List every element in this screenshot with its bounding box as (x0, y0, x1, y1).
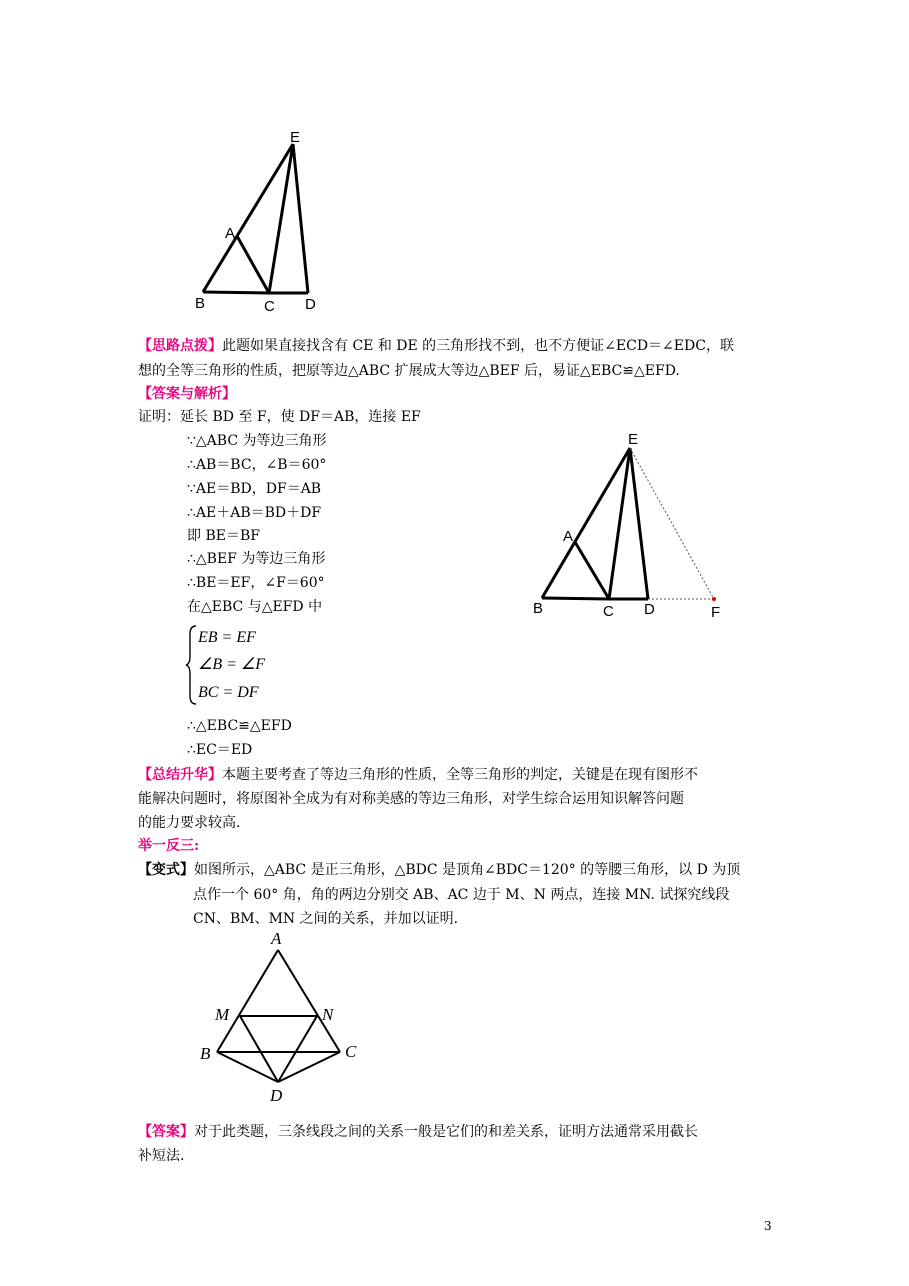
system-eq-2: ∠B = ∠F (198, 656, 266, 673)
answer-tag: 【答案与解析】 (138, 386, 236, 402)
label-n: N (322, 1005, 334, 1024)
practice-heading: 举一反三: (138, 838, 200, 854)
analysis-line-1: 【思路点拨】此题如果直接找含有 CE 和 DE 的三角形找不到，也不方便证∠ECD＝∠EDC，联 (138, 338, 734, 354)
summary-line-2: 能解决问题时，将原图补全成为有对称美感的等边三角形，对学生综合运用知识解答问题 (138, 791, 684, 807)
label-a: A (225, 225, 236, 242)
label-e: E (628, 431, 639, 448)
summary-tag: 【总结升华】 (138, 767, 222, 783)
variant-tag: 【变式】 (138, 862, 194, 878)
variant-line-2: 点作一个 60° 角，角的两边分别交 AB、AC 边于 M、N 两点，连接 MN. 试探究线段 (193, 887, 730, 903)
label-a: A (271, 929, 282, 948)
label-m: M (215, 1005, 230, 1024)
summary-line-3: 的能力要求较高. (138, 815, 241, 831)
system-eq-1: EB = EF (198, 629, 256, 646)
label-b: B (200, 1044, 211, 1063)
figure-triangle-3 (195, 928, 365, 1108)
label-c: C (345, 1042, 357, 1061)
variant-line-1: 【变式】如图所示，△ABC 是正三角形，△BDC 是顶角∠BDC＝120° 的等腰三角形，以 D 为顶 (138, 862, 741, 878)
proof-step: ∵△ABC 为等边三角形 (187, 433, 327, 449)
proof-step: ∴△BEF 为等边三角形 (187, 551, 326, 567)
proof-intro: 证明：延长 BD 至 F，使 DF＝AB，连接 EF (138, 409, 421, 425)
label-e: E (290, 129, 301, 146)
label-c: C (603, 603, 614, 620)
variant-line-3: CN、BM、MN 之间的关系，并加以证明. (193, 911, 459, 927)
proof-step: 即 BE＝BF (187, 528, 260, 544)
proof-step: ∵AE＝BD，DF＝AB (187, 481, 322, 497)
analysis-line-2: 想的全等三角形的性质，把原等边△ABC 扩展成大等边△BEF 后，易证△EBC≌△EFD. (138, 363, 680, 379)
brace (184, 624, 198, 706)
final-answer-line-2: 补短法. (138, 1148, 185, 1164)
label-d: D (270, 1086, 283, 1105)
figure-triangle-2 (528, 428, 728, 623)
summary-line-1: 【总结升华】本题主要考查了等边三角形的性质，全等三角形的判定，关键是在现有图形不 (138, 767, 698, 783)
proof-step: ∴BE＝EF，∠F＝60° (187, 575, 325, 591)
proof-step: ∴AE＋AB＝BD＋DF (187, 505, 322, 521)
proof-step: ∴AB＝BC，∠B＝60° (187, 457, 327, 473)
label-c: C (264, 298, 275, 315)
final-answer-line-1: 【答案】对于此类题，三条线段之间的关系一般是它们的和差关系，证明方法通常采用截长 (138, 1124, 698, 1140)
figure-triangle-1 (190, 125, 330, 315)
analysis-tag: 【思路点拨】 (138, 338, 222, 354)
conclusion-2: ∴EC＝ED (187, 742, 253, 758)
final-answer-tag: 【答案】 (138, 1124, 194, 1140)
label-b: B (533, 600, 544, 617)
label-b: B (195, 295, 206, 312)
page-number: 3 (764, 1219, 772, 1233)
proof-step: 在△EBC 与△EFD 中 (187, 599, 323, 615)
system-eq-3: BC = DF (198, 684, 259, 701)
label-f: F (711, 604, 721, 621)
label-d: D (644, 601, 655, 618)
point-f-dot (712, 597, 716, 601)
conclusion-1: ∴△EBC≌△EFD (187, 718, 292, 734)
label-d: D (305, 296, 316, 313)
label-a: A (563, 528, 574, 545)
